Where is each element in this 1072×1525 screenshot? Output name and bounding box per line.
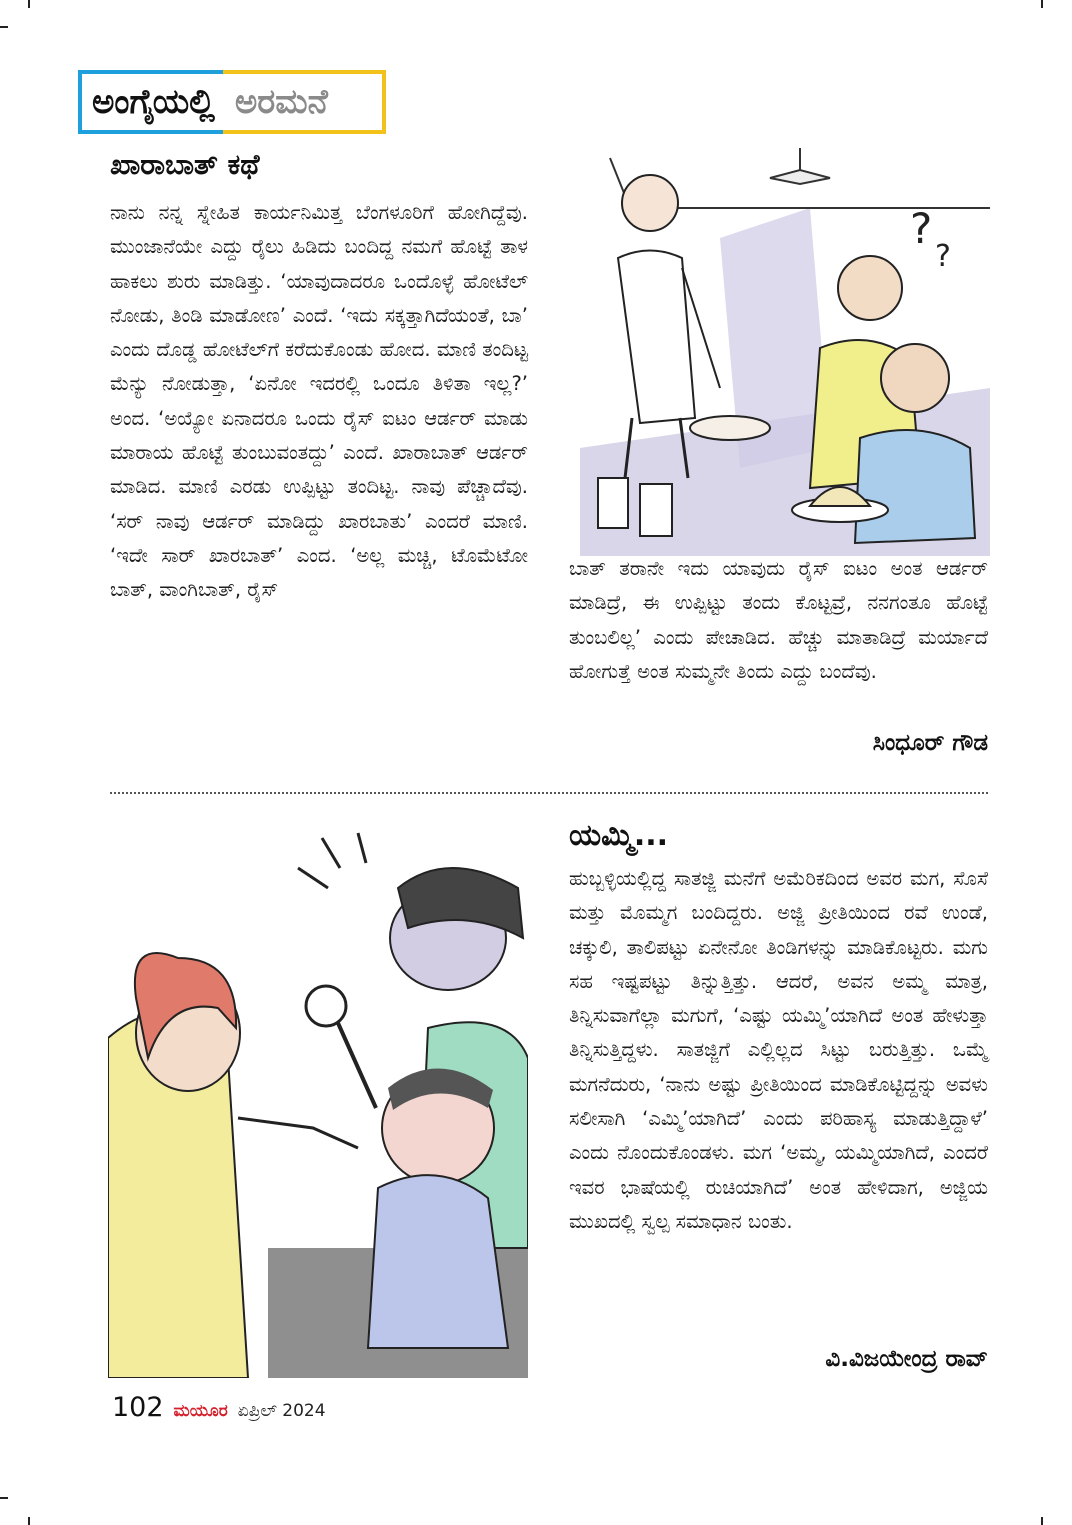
magazine-name: ಮಯೂರ [173, 1401, 228, 1421]
story1-author: ಸಿಂಧೂರ್ ಗೌಡ [872, 730, 988, 756]
section-title-part2: ಅರಮನೆ [223, 70, 386, 134]
story1-column1-text: ನಾನು ನನ್ನ ಸ್ನೇಹಿತ ಕಾರ್ಯನಿಮಿತ್ತ ಬೆಂಗಳೂರಿಗೆ ಹೋಗಿದ್ದೆವು. ಮುಂಜಾನೆಯೇ ಎದ್ದು ರೈಲು ಹಿಡಿದು ಬಂದಿದ್ದ ನಮಗೆ ಹೊಟ್ಟೆ ತಾಳ ಹಾಕಲು ಶುರು ಮಾಡಿತ್ತು. ‘ಯಾವುದಾದರೂ ಒಂದೊಳ್ಳೆ ಹೋಟೆಲ್ ನೋಡು, ತಿಂಡಿ ಮಾಡೋಣ’ ಎಂದೆ. ‘ಇದು ಸಕ್ಕತ್ತಾಗಿದೆಯಂತೆ, ಬಾ’ ಎಂದು ದೊಡ್ಡ ಹೋಟೆಲ್‌ಗೆ ಕರೆದುಕೊಂಡು ಹೋದ. ಮಾಣಿ ತಂದಿಟ್ಟ ಮೆನ್ಯು ನೋಡುತ್ತಾ, ‘ಏನೋ ಇದರಲ್ಲಿ ಒಂದೂ ತಿಳಿತಾ ಇಲ್ಲ?’ ಅಂದ. ‘ಅಯ್ಯೋ ಏನಾದರೂ ಒಂದು ರೈಸ್ ಐಟಂ ಆರ್ಡರ್ ಮಾಡು ಮಾರಾಯ ಹೊಟ್ಟೆ ತುಂಬುವಂತದ್ದು’ ಎಂದೆ. ಖಾರಾಬಾತ್ ಆರ್ಡರ್ ಮಾಡಿದ. ಮಾಣಿ ಎರಡು ಉಪ್ಪಿಟ್ಟು ತಂದಿಟ್ಟ. ನಾವು ಪೆಚ್ಚಾದೆವು. ‘ಸರ್ ನಾವು ಆರ್ಡರ್ ಮಾಡಿದ್ದು ಖಾರಬಾತು’ ಎಂದರೆ ಮಾಣಿ. ‘ಇದೇ ಸಾರ್ ಖಾರಬಾತ್’ ಎಂದ. ‘ಅಲ್ಲ ಮಚ್ಚಿ, ಟೊಮೆಟೋ ಬಾತ್, ವಾಂಗಿಬಾತ್, ರೈಸ್ [110, 201, 528, 602]
crop-mark [0, 1497, 8, 1499]
story1-title: ಖಾರಾಬಾತ್ ಕಥೆ [110, 148, 260, 181]
crop-mark [28, 1517, 30, 1525]
section-divider [110, 792, 988, 794]
story2-text: ಹುಬ್ಬಳ್ಳಿಯಲ್ಲಿದ್ದ ಸಾತಜ್ಜಿ ಮನೆಗೆ ಅಮೆರಿಕದಿಂದ ಅವರ ಮಗ, ಸೊಸೆ ಮತ್ತು ಮೊಮ್ಮಗ ಬಂದಿದ್ದರು. ಅಜ್ಜಿ ಪ್ರೀತಿಯಿಂದ ರವೆ ಉಂಡೆ, ಚಕ್ಕುಲಿ, ತಾಲಿಪಟ್ಟು ಏನೇನೋ ತಿಂಡಿಗಳನ್ನು ಮಾಡಿಕೊಟ್ಟರು. ಮಗು ಸಹ ಇಷ್ಟಪಟ್ಟು ತಿನ್ನುತ್ತಿತ್ತು. ಆದರೆ, ಅವನ ಅಮ್ಮ ಮಾತ್ರ, ತಿನ್ನಿಸುವಾಗೆಲ್ಲಾ ಮಗುಗೆ, ‘ಎಷ್ಟು ಯಮ್ಮಿ’ಯಾಗಿದೆ ಅಂತ ಹೇಳುತ್ತಾ ತಿನ್ನಿಸುತ್ತಿದ್ದಳು. ಸಾತಜ್ಜಿಗೆ ಎಲ್ಲಿಲ್ಲದ ಸಿಟ್ಟು ಬರುತ್ತಿತ್ತು. ಒಮ್ಮೆ ಮಗನೆದುರು, ‘ನಾನು ಅಷ್ಟು ಪ್ರೀತಿಯಿಂದ ಮಾಡಿಕೊಟ್ಟಿದ್ದನ್ನು ಅವಳು ಸಲೀಸಾಗಿ ‘ಎಮ್ಮಿ’ಯಾಗಿದೆ’ ಎಂದು ಪರಿಹಾಸ್ಯ ಮಾಡುತ್ತಿದ್ದಾಳೆ’ ಎಂದು ನೊಂದುಕೊಂಡಳು. ಮಗ ‘ಅಮ್ಮ, ಯಮ್ಮಿಯಾಗಿದೆ, ಎಂದರೆ ಇವರ ಭಾಷೆಯಲ್ಲಿ ರುಚಿಯಾಗಿದೆ’ ಅಂತ ಹೇಳಿದಾಗ, ಅಜ್ಜಿಯ ಮುಖದಲ್ಲಿ ಸ್ವಲ್ಪ ಸಮಾಧಾನ ಬಂತು. [569, 867, 988, 1233]
section-header [78, 70, 386, 134]
story1-column2-text: ಬಾತ್ ತರಾನೇ ಇದು ಯಾವುದು ರೈಸ್ ಐಟಂ ಅಂತ ಆರ್ಡರ್ ಮಾಡಿದ್ರೆ, ಈ ಉಪ್ಪಿಟ್ಟು ತಂದು ಕೊಟ್ಟವ್ರೆ, ನನಗಂತೂ ಹೊಟ್ಟೆ ತುಂಬಲಿಲ್ಲ’ ಎಂದು ಪೇಚಾಡಿದ. ಹೆಚ್ಚು ಮಾತಾಡಿದ್ರೆ ಮರ್ಯಾದೆ ಹೋಗುತ್ತೆ ಅಂತ ಸುಮ್ಮನೇ ತಿಂದು ಎದ್ದು ಬಂದೆವು. [569, 557, 988, 683]
hotel-waiter-illustration [570, 148, 990, 556]
crop-mark [1041, 1517, 1043, 1525]
svg-text:?: ? [935, 239, 951, 274]
crop-mark [1041, 0, 1043, 8]
page-number: 102 [112, 1392, 164, 1423]
svg-text:?: ? [910, 204, 933, 253]
feeding-child-illustration [108, 828, 528, 1378]
crop-mark [28, 0, 30, 8]
story2-author: ವಿ.ವಿಜಯೇಂದ್ರ ರಾವ್ [825, 1346, 988, 1372]
section-title-part1: ಅಂಗೈಯಲ್ಲಿ [78, 70, 223, 134]
issue-date: ಏಪ್ರಿಲ್ 2024 [237, 1401, 326, 1421]
page-footer [112, 1392, 326, 1423]
crop-mark [0, 26, 8, 28]
story2-title: ಯಮ್ಮಿ... [569, 818, 669, 853]
